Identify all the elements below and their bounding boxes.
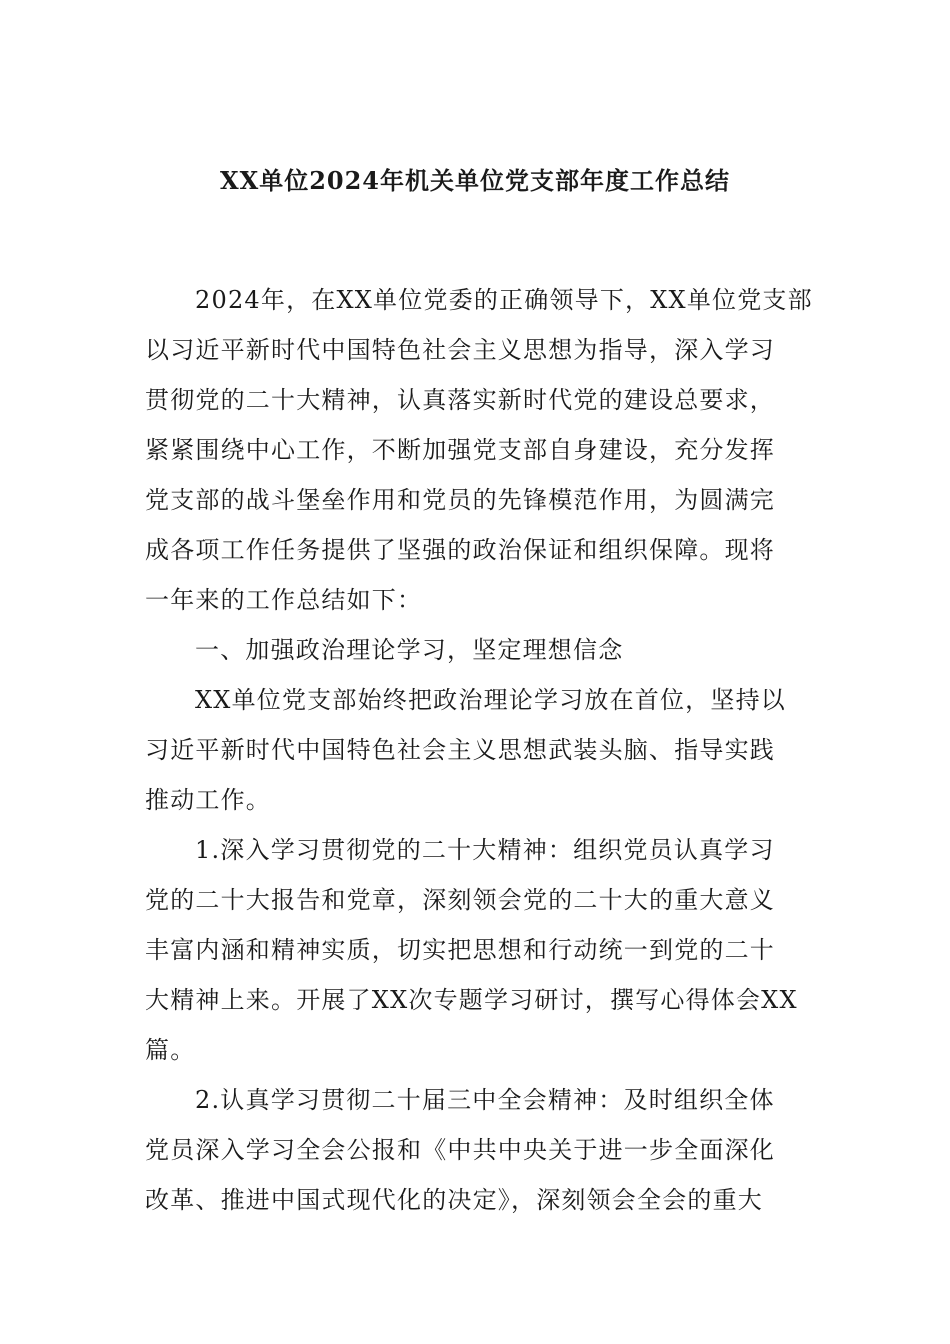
document-title: XX单位2024年机关单位党支部年度工作总结 xyxy=(219,166,731,195)
paragraph-1-line-4: 紧紧围绕中心工作，不断加强党支部自身建设，充分发挥 xyxy=(145,436,775,464)
paragraph-1-line-3: 贯彻党的二十大精神，认真落实新时代党的建设总要求， xyxy=(145,386,775,414)
paragraph-2-line-3: 推动工作。 xyxy=(145,786,271,814)
paragraph-1-line-2: 以习近平新时代中国特色社会主义思想为指导，深入学习 xyxy=(145,336,775,364)
paragraph-3-line-5: 篇。 xyxy=(145,1036,196,1064)
paragraph-3-line-4: 大精神上来。开展了XX次专题学习研讨，撰写心得体会XX xyxy=(145,986,798,1014)
paragraph-1-line-5: 党支部的战斗堡垒作用和党员的先锋模范作用，为圆满完 xyxy=(145,486,775,514)
paragraph-4-line-1: 2.认真学习贯彻二十届三中全会精神：及时组织全体 xyxy=(195,1086,775,1114)
paragraph-3-line-3: 丰富内涵和精神实质，切实把思想和行动统一到党的二十 xyxy=(145,936,775,964)
paragraph-2-line-2: 习近平新时代中国特色社会主义思想武装头脑、指导实践 xyxy=(145,736,775,764)
paragraph-1-line-7: 一年来的工作总结如下： xyxy=(145,586,423,614)
paragraph-2-line-1: XX单位党支部始终把政治理论学习放在首位，坚持以 xyxy=(195,686,786,714)
paragraph-1-line-6: 成各项工作任务提供了坚强的政治保证和组织保障。现将 xyxy=(145,536,775,564)
document-body xyxy=(145,275,813,1225)
paragraph-4-line-2: 党员深入学习全会公报和《中共中央关于进一步全面深化 xyxy=(145,1136,775,1164)
paragraph-4-line-3: 改革、推进中国式现代化的决定》，深刻领会全会的重大 xyxy=(145,1186,763,1214)
paragraph-3-line-1: 1.深入学习贯彻党的二十大精神：组织党员认真学习 xyxy=(195,836,775,864)
paragraph-1-line-1: 2024年，在XX单位党委的正确领导下，XX单位党支部 xyxy=(195,286,813,314)
section-heading-1: 一、加强政治理论学习，坚定理想信念 xyxy=(195,636,624,664)
paragraph-3-line-2: 党的二十大报告和党章，深刻领会党的二十大的重大意义 xyxy=(145,886,775,914)
